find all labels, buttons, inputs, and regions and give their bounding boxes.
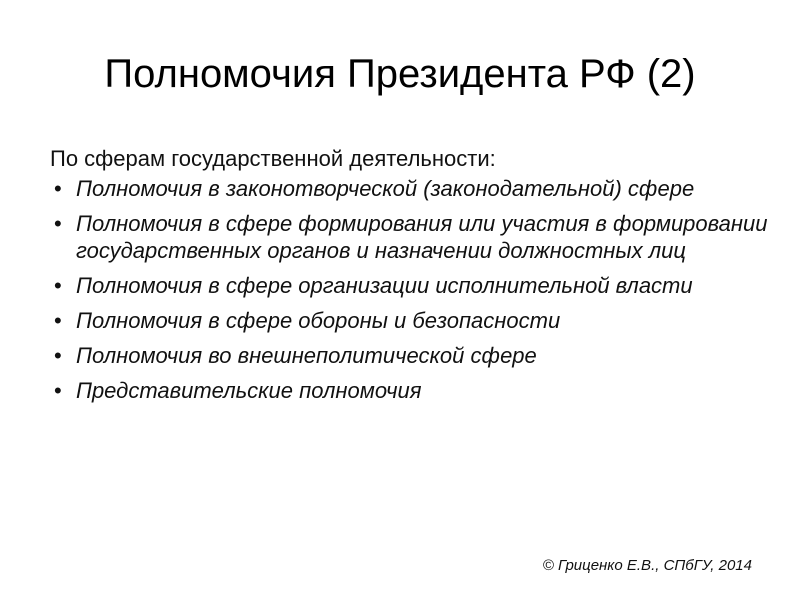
copyright-footer: © Гриценко Е.В., СПбГУ, 2014 <box>542 557 752 574</box>
list-item-text: Полномочия во внешнеполитической сфере <box>76 343 537 368</box>
list-item <box>50 377 770 404</box>
bullet-icon: • <box>54 343 62 368</box>
bullet-icon: • <box>54 176 62 201</box>
list-item <box>50 307 770 334</box>
list-item <box>50 342 770 369</box>
list-item-text: Полномочия в законотворческой (законодательной) сфере <box>76 176 695 201</box>
slide-content <box>50 145 770 412</box>
list-item <box>50 175 770 202</box>
intro-text: По сферам государственной деятельности: <box>50 146 496 171</box>
list-item-text: Представительские полномочия <box>76 378 422 403</box>
slide-title: Полномочия Президента РФ (2) <box>104 52 696 96</box>
list-item-text: Полномочия в сфере обороны и безопасности <box>76 308 561 333</box>
bullet-icon: • <box>54 211 62 236</box>
list-item <box>50 272 770 299</box>
list-item <box>50 210 770 264</box>
bullet-icon: • <box>54 273 62 298</box>
bullet-list <box>50 175 770 404</box>
bullet-icon: • <box>54 378 62 403</box>
list-item-text: Полномочия в сфере формирования или участия в формировании государственных органов и назначении должностных лиц <box>76 211 768 263</box>
list-item-text: Полномочия в сфере организации исполнительной власти <box>76 273 693 298</box>
bullet-icon: • <box>54 308 62 333</box>
